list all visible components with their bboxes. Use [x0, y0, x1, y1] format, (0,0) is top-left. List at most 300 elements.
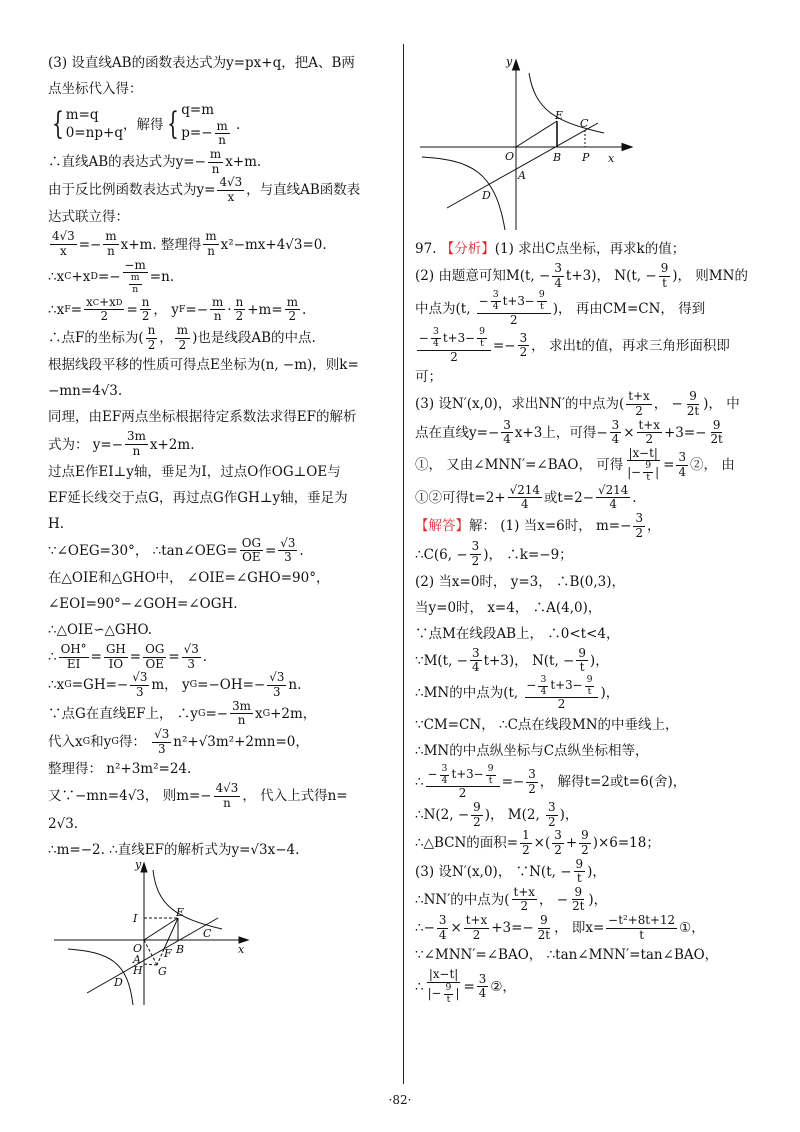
text-run: n: [218, 133, 226, 148]
text-run: n.: [288, 677, 302, 694]
label-c: C: [580, 117, 589, 130]
text-run: IO: [108, 656, 124, 671]
text-run: 可；: [415, 369, 442, 386]
text-run: ①， 又由∠MNN′=∠BAO， 可得: [415, 457, 624, 474]
text-run: 4: [472, 660, 480, 675]
text-run: −: [419, 330, 429, 345]
text-run: =: [126, 301, 138, 318]
text-run: 点坐标代入得：: [48, 81, 143, 97]
text-run: ②， 由: [690, 457, 735, 474]
label-g: G: [158, 965, 167, 978]
text-run: 4: [678, 464, 687, 479]
text-run: n: [132, 284, 139, 296]
text-run: 4: [438, 927, 447, 942]
text-run: OG: [241, 535, 261, 550]
text-run: ∵点G在直线EF上， ∴y: [48, 705, 198, 722]
text-run: n²+√3m²+2mn=0，: [173, 734, 309, 751]
text-run: 9: [645, 460, 652, 472]
subscript: C: [64, 271, 72, 283]
text-run: √214: [509, 482, 540, 497]
text-run: 3: [438, 913, 447, 928]
text-run: t: [587, 685, 592, 697]
text-run: )， 再由CM=CN， 得到: [552, 300, 706, 317]
text-run: t: [662, 275, 667, 290]
text-run: m: [205, 229, 217, 244]
text-run: 2: [458, 786, 467, 801]
text-run: 9: [586, 674, 593, 685]
text-run: +2m，: [270, 705, 317, 722]
text-run: 3m: [127, 429, 146, 444]
text-run: 3: [678, 450, 687, 465]
text-run: t: [539, 300, 544, 312]
text-run: n: [211, 161, 220, 176]
subscript: G: [111, 736, 119, 748]
text-run: 3: [528, 767, 536, 782]
label-h: H: [133, 964, 143, 977]
text-run: 3: [554, 828, 562, 843]
text-run: m， y: [151, 677, 190, 694]
text-run: 3: [432, 326, 439, 338]
text-run: 9: [660, 261, 669, 275]
left-brace-icon: {: [167, 106, 180, 143]
text-run: ∴N(2, −: [415, 807, 470, 824]
text-run: ∴MN的中点为(t,: [415, 685, 523, 702]
text-run: 2: [635, 403, 643, 418]
label-a: A: [133, 953, 141, 966]
text-run: √3: [132, 670, 148, 685]
text-run: ∴x: [48, 269, 65, 286]
text-run: 2: [522, 842, 530, 857]
text-run: 4: [540, 685, 547, 697]
text-run: =−: [492, 337, 516, 354]
text-run: =−: [78, 236, 102, 253]
text-run: 4: [609, 497, 617, 512]
label-e: E: [555, 109, 564, 122]
text-run: |x−t|: [428, 967, 459, 982]
text-run: .: [632, 489, 637, 506]
text-run: =−OH=−: [197, 677, 266, 694]
text-run: √3: [280, 535, 296, 550]
hyperbola-upper: [153, 870, 222, 929]
text-run: 达式联立得：: [48, 209, 129, 226]
text-run: t+3)， N(t, −: [565, 268, 657, 285]
text-run: 代入x: [48, 734, 83, 751]
text-run: ∴△BCN的面积=: [415, 835, 519, 852]
text-run: m: [130, 272, 140, 284]
text-run: 9: [445, 982, 452, 994]
text-run: ∴x: [48, 677, 65, 694]
text-run: ， −: [538, 891, 569, 908]
text-run: 当y=0时， x=4， ∴A(4,0)，: [415, 599, 602, 616]
text-run: 4: [520, 497, 529, 512]
subscript: D: [90, 271, 98, 283]
text-run: ∵∠OEG=30°， ∴tan∠OEG=: [48, 542, 238, 559]
text-run: 又∵−mn=4√3， 则m=−: [48, 788, 212, 805]
text-run: t+3−: [442, 330, 476, 345]
text-run: 2: [472, 927, 481, 942]
text-run: 2: [141, 309, 150, 324]
text-run: n: [207, 244, 215, 259]
text-run: 2: [548, 814, 556, 829]
text-run: x: [86, 294, 93, 309]
text-run: t+x: [628, 389, 650, 404]
text-run: =: [663, 457, 675, 474]
text-run: 2t: [572, 899, 585, 914]
subscript: F: [178, 303, 186, 315]
text-run: ②，: [490, 978, 516, 995]
label-y: y: [135, 858, 142, 871]
text-run: 整理得： n²+3m²=24.: [48, 761, 192, 778]
text-run: 97.: [415, 241, 441, 257]
text-run: ∴: [48, 649, 57, 666]
text-run: 2: [471, 554, 480, 569]
text-run: 4√3: [52, 229, 75, 244]
label-i: I: [133, 912, 138, 925]
text-run: )，: [587, 863, 606, 880]
subscript: G: [189, 679, 198, 691]
text-run: 4: [478, 986, 487, 1001]
text-run: ∴△OIE∽△GHO.: [48, 621, 153, 638]
text-run: t+3−: [550, 678, 583, 693]
text-run: 3: [471, 539, 480, 554]
text-run: 4: [503, 432, 511, 447]
text-run: 2: [528, 781, 536, 796]
text-run: H.: [48, 515, 65, 532]
label-a: A: [518, 169, 526, 182]
text-run: 4: [492, 300, 499, 312]
text-run: .: [202, 649, 208, 666]
text-run: 3: [136, 684, 144, 699]
text-run: 9: [578, 645, 586, 660]
text-run: −: [526, 678, 537, 693]
text-run: ，与直线AB函数表: [246, 182, 361, 199]
text-run: 中点为(t,: [415, 300, 475, 317]
text-run: ，: [647, 518, 661, 535]
text-run: 2t: [710, 432, 723, 447]
text-run: )， 中: [703, 396, 740, 413]
text-run: 4: [611, 432, 620, 447]
text-run: ，解得: [122, 116, 164, 133]
text-run: ①②可得t=2+: [415, 489, 506, 506]
subscript: D: [115, 296, 123, 307]
subscript: F: [64, 303, 71, 315]
text-run: ×: [623, 424, 635, 441]
text-run: (3) 设N′(x,0)，求出NN′的中点为(: [415, 396, 625, 413]
text-run: =−: [501, 774, 525, 791]
text-run: 2: [554, 842, 562, 857]
text-run: 4: [432, 337, 439, 349]
text-run: 2t: [537, 927, 551, 942]
text-run: √3: [269, 670, 285, 685]
text-run: 点在直线y=−: [415, 424, 500, 441]
label-o: O: [133, 942, 143, 955]
text-run: 3: [157, 741, 166, 756]
y-axis-arrow-icon: [141, 863, 147, 872]
text-run: t: [488, 774, 493, 786]
text-run: t: [480, 337, 484, 349]
text-run: +m=: [247, 301, 283, 318]
text-run: (2) 当x=0时， y=3， ∴B(0,3)，: [415, 573, 625, 590]
label-y: y: [506, 55, 513, 68]
text-run: =: [168, 649, 180, 666]
text-run: =−: [97, 269, 121, 286]
text-run: 3: [187, 656, 195, 671]
label-f: F: [164, 947, 172, 960]
text-run: x+3上，可得−: [514, 424, 608, 441]
text-run: ∵CM=CN， ∴C点在线段MN的中垂线上，: [415, 716, 679, 733]
text-run: m: [286, 294, 298, 309]
text-run: 3: [441, 762, 448, 774]
text-run: 式为： y=−: [48, 436, 124, 453]
text-run: +x: [99, 294, 116, 309]
text-run: =n.: [149, 269, 175, 286]
text-run: ， y: [153, 301, 179, 318]
text-run: n: [235, 294, 244, 309]
text-run: (3) 设直线AB的函数表达式为y=px+q，把A、B两: [48, 55, 355, 71]
text-run: n: [213, 309, 222, 324]
text-run: )， M(2,: [484, 807, 545, 824]
text-run: 2: [509, 312, 518, 327]
text-run: =: [463, 978, 475, 995]
text-run: m=q: [65, 107, 99, 124]
text-run: 或t=2−: [543, 489, 595, 506]
text-run: +x: [71, 269, 91, 286]
text-run: 过点E作EI⊥y轴，垂足为I，过点O作OG⊥OE与: [48, 463, 341, 480]
text-run: n: [132, 444, 141, 459]
text-run: −m: [124, 257, 146, 272]
label-c: C: [203, 927, 212, 940]
text-run: ， 代入上式得n=: [242, 788, 348, 805]
text-run: 4√3: [215, 781, 239, 796]
text-run: =GH=−: [71, 677, 129, 694]
text-run: 1: [522, 828, 530, 843]
text-run: ∴NN′的中点为(: [415, 891, 510, 908]
label-b: B: [176, 943, 185, 956]
text-run: t+3)， N(t, −: [483, 652, 575, 669]
text-run: )， 则MN的: [672, 268, 748, 285]
text-run: 3: [519, 330, 528, 345]
text-run: 和y: [90, 734, 112, 751]
text-run: )，: [559, 807, 579, 824]
label-x: x: [608, 152, 615, 165]
text-run: m: [105, 229, 117, 244]
text-run: |−: [427, 986, 442, 1001]
text-run: n: [237, 713, 246, 728]
text-run: 9: [479, 326, 485, 338]
text-run: n: [141, 294, 150, 309]
text-run: −t²+8t+12: [608, 913, 676, 928]
label-b: B: [553, 151, 562, 164]
text-run: 3: [635, 511, 643, 526]
text-run: ∴−: [415, 920, 435, 937]
text-run: t+x: [638, 417, 660, 432]
text-run: 2: [645, 432, 653, 447]
text-run: p=−: [181, 124, 213, 141]
text-run: 2: [100, 309, 109, 324]
text-run: n: [223, 795, 231, 810]
text-run: x: [254, 705, 263, 722]
text-run: m: [176, 323, 189, 338]
text-run: 3m: [232, 698, 251, 713]
text-run: 3: [503, 417, 511, 432]
segment-hg: [144, 964, 157, 965]
text-run: 2√3.: [48, 815, 79, 832]
text-run: 4: [554, 275, 562, 290]
text-run: x: [59, 244, 67, 259]
subscript: C: [92, 296, 100, 307]
text-run: (1) 求出C点坐标，再求k的值；: [494, 241, 686, 257]
text-run: ， 求出t的值，再求三角形面积即: [531, 337, 730, 354]
text-run: t+x: [513, 884, 535, 899]
text-run: ∠EOI=90°−∠GOH=∠OGH.: [48, 595, 238, 612]
text-run: 根据线段平移的性质可得点E坐标为(n, −m)，则k=: [48, 357, 359, 374]
text-run: 2: [520, 899, 529, 914]
text-run: +3=−: [663, 424, 707, 441]
text-run: ×(: [533, 835, 551, 852]
text-run: ∴点F的坐标为(: [48, 330, 144, 347]
text-run: 9: [538, 289, 545, 301]
text-run: EI: [66, 656, 81, 671]
text-run: )， ∴k=−9；: [483, 546, 573, 563]
text-run: x+m. 整理得: [120, 236, 202, 253]
text-run: ∴直线AB的表达式为y=−: [48, 154, 206, 171]
text-run: =: [90, 649, 102, 666]
text-run: .: [231, 116, 241, 133]
text-run: ∴m=−2. ∴直线EF的解析式为y=√3x−4.: [48, 841, 300, 858]
text-run: x: [227, 189, 235, 204]
text-run: 2: [235, 309, 244, 324]
text-run: m: [212, 294, 224, 309]
subscript: G: [197, 707, 206, 719]
text-run: t: [579, 660, 585, 675]
text-run: ∴x: [48, 301, 65, 318]
label-e: E: [176, 906, 185, 919]
text-run: x+m.: [225, 154, 262, 171]
text-run: ，: [159, 330, 173, 347]
text-run: 2t: [686, 403, 700, 418]
label-o: O: [505, 150, 515, 163]
text-run: )×6=18；: [592, 835, 660, 852]
text-run: 3: [472, 645, 480, 660]
text-run: 2: [178, 337, 187, 352]
text-run: 在△OIE和△GHO中， ∠OIE=∠GHO=90°，: [48, 569, 330, 586]
text-run: GH: [105, 641, 126, 656]
text-run: ， 解得t=2或t=6(舍)，: [539, 774, 687, 791]
label-x: x: [238, 943, 245, 956]
text-run: √3: [154, 726, 170, 741]
hyperbola-lower: [68, 949, 133, 1005]
text-run: .: [301, 301, 307, 318]
text-run: OE: [242, 550, 261, 565]
text-run: ∵点M在线段AB上， ∴0<t<4，: [415, 625, 620, 642]
text-run: =: [264, 542, 277, 559]
text-run: t+3−: [502, 293, 535, 308]
text-run: (2) 由题意可知M(t, −: [415, 268, 551, 285]
text-run: 2: [581, 842, 589, 857]
text-run: m: [216, 118, 228, 133]
text-run: 3: [478, 971, 487, 986]
text-run: 9: [575, 856, 584, 871]
text-run: −: [478, 293, 489, 308]
text-run: )，: [589, 652, 609, 669]
text-run: t+3−: [451, 767, 484, 782]
page-number: ·82·: [388, 1093, 412, 1107]
text-run: (3) 设N′(x,0)， ∵N(t, −: [415, 863, 572, 880]
text-run: 9: [540, 913, 548, 928]
section-tag: 【分析】: [440, 241, 495, 257]
text-run: ， 即x=: [554, 920, 605, 937]
text-run: t: [646, 472, 651, 484]
text-run: 3: [548, 799, 556, 814]
subscript: G: [64, 679, 72, 691]
text-run: )，: [600, 685, 620, 702]
text-run: 3: [273, 684, 281, 699]
text-run: 2: [473, 814, 481, 829]
text-run: .: [299, 542, 304, 559]
text-run: ， −: [653, 396, 683, 413]
text-run: )，: [588, 891, 608, 908]
text-run: |: [655, 464, 660, 479]
text-run: OE: [145, 656, 164, 671]
text-run: +: [565, 835, 578, 852]
text-run: t+x: [465, 913, 488, 928]
text-run: ∴: [415, 774, 424, 791]
text-run: ∵M(t, −: [415, 652, 468, 669]
text-run: t: [446, 993, 451, 1005]
text-run: 3: [611, 417, 620, 432]
text-run: ∵∠MNN′=∠BAO， ∴tan∠MNN′=tan∠BAO，: [415, 947, 719, 964]
text-run: 9: [689, 389, 697, 404]
text-run: 9: [581, 828, 589, 843]
text-run: −mn=4√3.: [48, 383, 123, 400]
text-run: 2: [519, 345, 528, 360]
text-run: t: [639, 927, 645, 942]
text-run: 9: [574, 884, 583, 899]
label-d: D: [114, 976, 123, 989]
subscript: G: [262, 707, 271, 719]
text-run: n: [107, 244, 115, 259]
text-run: OG: [145, 641, 165, 656]
text-run: OH°: [60, 641, 87, 656]
text-run: 3: [540, 674, 547, 685]
text-run: )也是线段AB的中点.: [192, 330, 316, 347]
text-run: 得：: [118, 734, 151, 751]
text-run: 由于反比例函数表达式为y=: [48, 182, 216, 199]
text-run: t: [576, 871, 582, 886]
text-run: ·: [227, 301, 232, 318]
subscript: G: [82, 736, 91, 748]
text-run: 2: [288, 309, 297, 324]
text-run: +3=−: [491, 920, 534, 937]
text-run: =: [129, 649, 142, 666]
text-run: √214: [598, 482, 629, 497]
label-p: P: [582, 151, 590, 164]
text-run: q=m: [181, 102, 214, 118]
text-run: |: [455, 986, 460, 1001]
text-run: 9: [473, 799, 481, 814]
text-run: 3: [492, 289, 499, 301]
text-run: m: [209, 146, 222, 161]
text-run: =−: [205, 705, 229, 722]
left-brace-icon: {: [51, 106, 64, 143]
segment-og: [144, 940, 157, 965]
text-run: =: [70, 301, 83, 318]
text-run: 4: [441, 774, 448, 786]
text-run: |x−t|: [628, 445, 658, 460]
text-run: n: [147, 323, 156, 338]
text-run: |−: [627, 464, 642, 479]
text-run: 0=np+q: [65, 124, 123, 141]
